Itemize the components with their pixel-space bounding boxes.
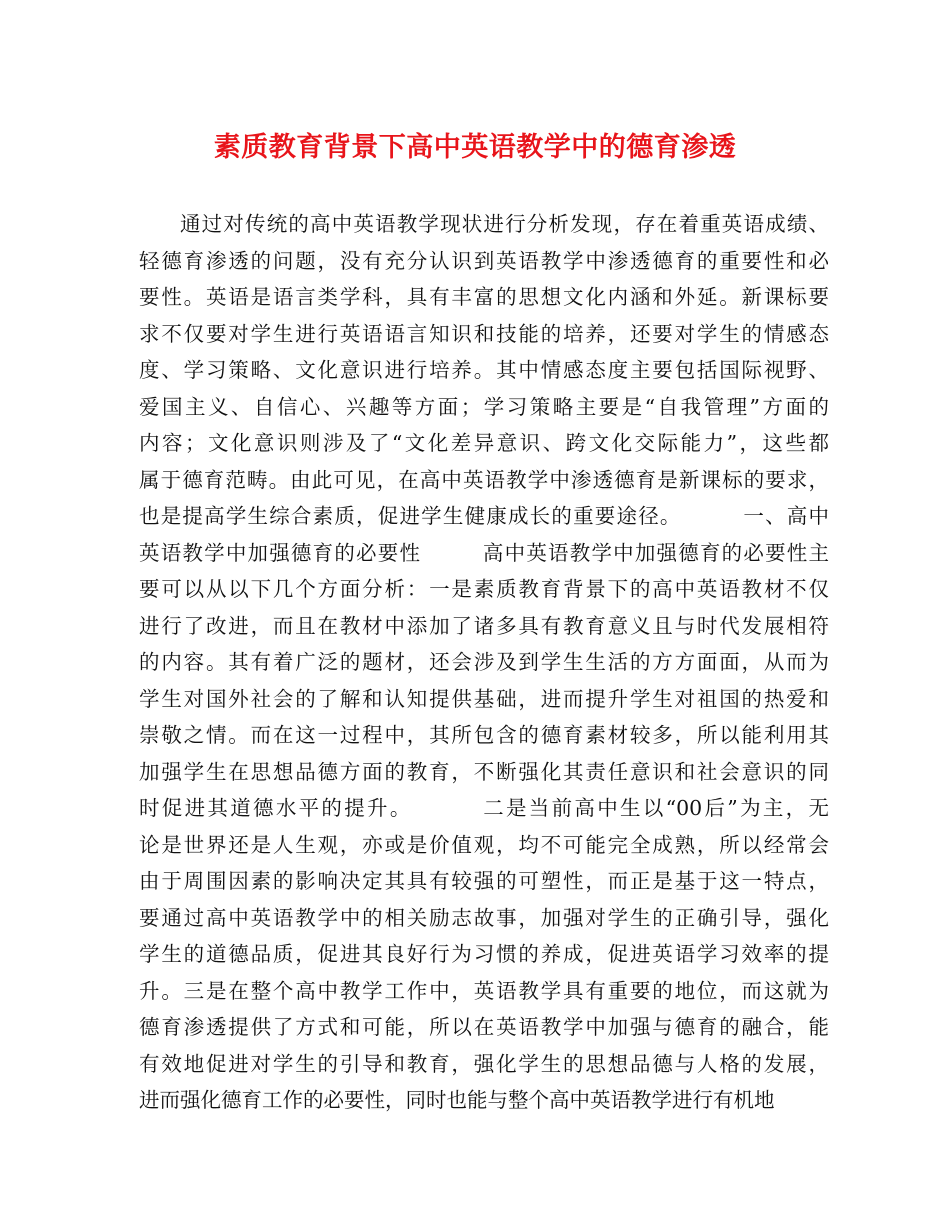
paragraph-line: 要通过高中英语教学中的相关励志故事，加强对学生的正确引导，强化: [139, 905, 829, 930]
paragraph-line: 进行了改进，而且在教材中添加了诸多具有教育意义且与时代发展相符: [139, 613, 829, 638]
paragraph-line: 德育渗透提供了方式和可能，所以在英语教学中加强与德育的融合，能: [139, 1015, 829, 1039]
paragraph-line: 度、学习策略、文化意识进行培养。其中情感态度主要包括国际视野、: [139, 358, 829, 382]
paragraph-line: 进而强化德育工作的必要性，同时也能与整个高中英语教学进行有机地: [139, 1088, 775, 1112]
paragraph-line: 英语教学中加强德育的必要性 高中英语教学中加强德育的必要性主: [139, 540, 829, 565]
document-title: 素质教育背景下高中英语教学中的德育渗透: [213, 132, 737, 163]
paragraph-line: 属于德育范畴。由此可见，在高中英语教学中渗透德育是新课标的要求，: [139, 467, 829, 492]
paragraph-line: 的内容。其有着广泛的题材，还会涉及到学生生活的方方面面，从而为: [139, 650, 829, 674]
paragraph-line: 有效地促进对学生的引导和教育，强化学生的思想品德与人格的发展，: [139, 1051, 829, 1076]
paragraph-line: 学生对国外社会的了解和认知提供基础，进而提升学生对祖国的热爱和: [139, 686, 829, 711]
paragraph-line: 要性。英语是语言类学科，具有丰富的思想文化内涵和外延。新课标要: [139, 285, 829, 309]
paragraph-line: 崇敬之情。而在这一过程中，其所包含的德育素材较多，所以能利用其: [139, 723, 829, 747]
paragraph-line: 求不仅要对学生进行英语语言知识和技能的培养，还要对学生的情感态: [139, 321, 829, 346]
paragraph-line: 加强学生在思想品德方面的教育，不断强化其责任意识和社会意识的同: [139, 759, 829, 784]
paragraph-line: 时促进其道德水平的提升。 二是当前高中生以“00后”为主，无: [139, 796, 829, 820]
paragraph-line: 轻德育渗透的问题，没有充分认识到英语教学中渗透德育的重要性和必: [139, 248, 829, 273]
paragraph-line: 通过对传统的高中英语教学现状进行分析发现，存在着重英语成绩、: [180, 212, 829, 236]
paragraph-line: 也是提高学生综合素质，促进学生健康成长的重要途径。 一、高中: [139, 504, 829, 528]
paragraph-line: 论是世界还是人生观，亦或是价值观，均不可能完全成熟，所以经常会: [139, 832, 829, 857]
paragraph-line: 要可以从以下几个方面分析：一是素质教育背景下的高中英语教材不仅: [139, 577, 829, 601]
paragraph-line: 学生的道德品质，促进其良好行为习惯的养成，促进英语学习效率的提: [139, 942, 829, 966]
document-body: [139, 206, 829, 1119]
paragraph-line: 内容；文化意识则涉及了“文化差异意识、跨文化交际能力”，这些都: [139, 431, 829, 455]
paragraph-line: 由于周围因素的影响决定其具有较强的可塑性，而正是基于这一特点，: [139, 869, 829, 893]
paragraph-line: 爱国主义、自信心、兴趣等方面；学习策略主要是“自我管理”方面的: [139, 394, 829, 419]
paragraph-line: 升。三是在整个高中教学工作中，英语教学具有重要的地位，而这就为: [139, 978, 829, 1003]
